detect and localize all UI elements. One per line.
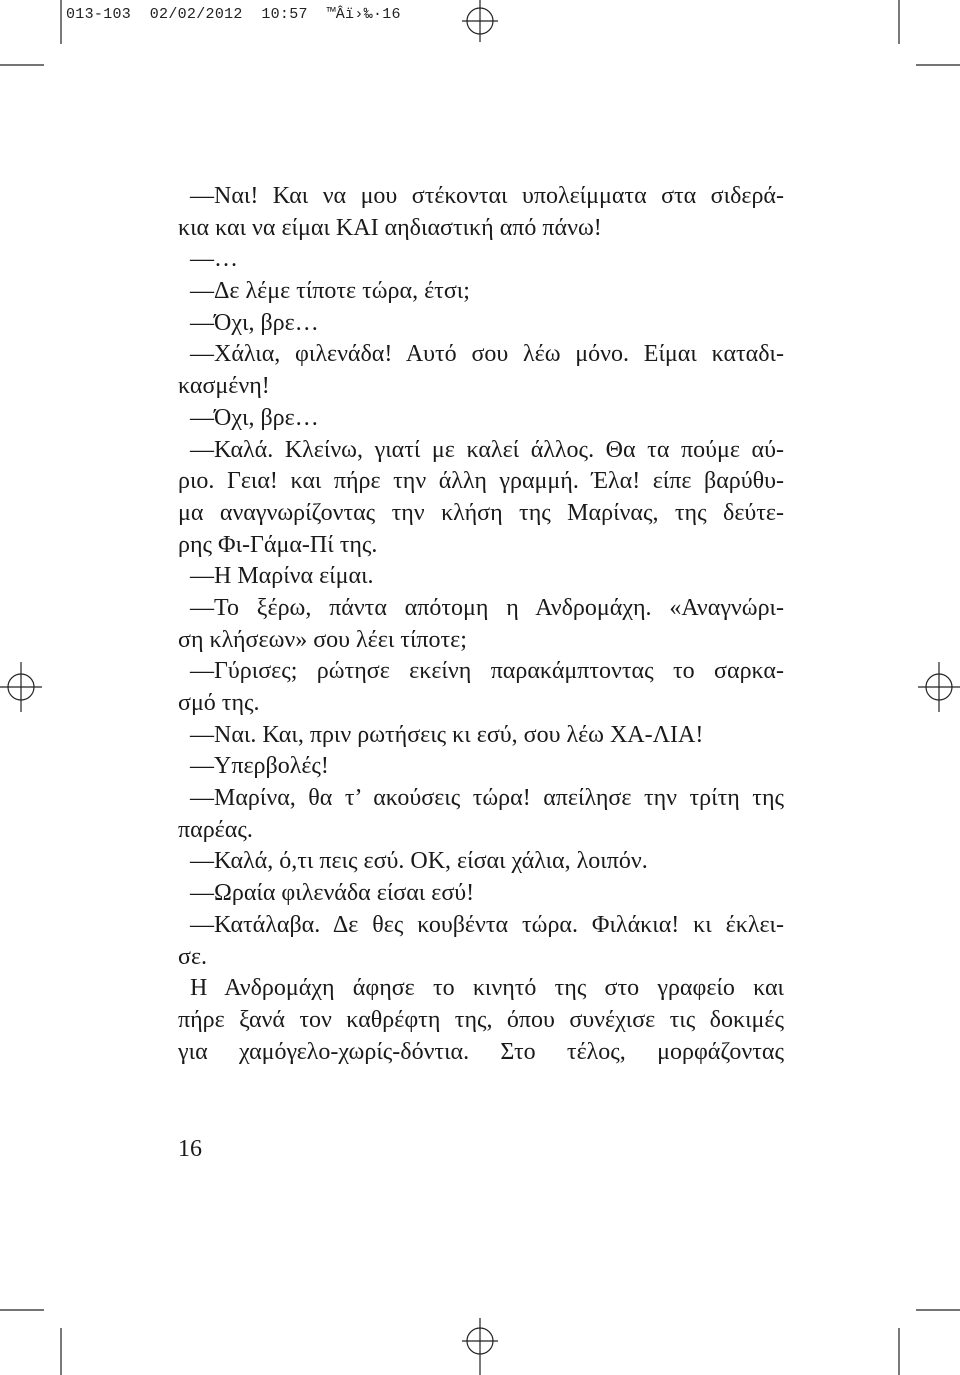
text-line: —Ναι. Και, πριν ρωτήσεις κι εσύ, σου λέω ΧΑ-ΛΙΑ! <box>190 721 704 748</box>
text-line: —Κατάλαβα. Δε θες κουβέντα τώρα. Φιλάκια! κι έκλει- <box>190 911 784 938</box>
text-line: —Υπερβολές! <box>190 753 329 780</box>
corner-crop-mark-bottom-right <box>899 1310 960 1375</box>
text-line: ριο. Γεια! και πήρε την άλλη γραμμή. Έλα! είπε βαρύθυ- <box>178 468 784 495</box>
text-line: —Όχι, βρε… <box>190 404 319 431</box>
registration-mark-left <box>0 662 42 712</box>
text-line: —… <box>190 246 238 273</box>
text-line: ρης Φι-Γάμα-Πί της. <box>178 531 378 558</box>
text-line: —Γύρισες; ρώτησε εκείνη παρακάμπτοντας το σαρκα- <box>190 658 784 685</box>
text-line: —Ναι! Και να μου στέκονται υπολείμματα στα σιδερά- <box>190 183 784 209</box>
text-line: —Μαρίνα, θα τ’ ακούσεις τώρα! απείλησε την τρίτη της <box>190 785 784 812</box>
text-line: —Όχι, βρε… <box>190 309 319 336</box>
text-line: —Το ξέρω, πάντα απότομη η Ανδρομάχη. «Αναγνώρι- <box>190 594 784 621</box>
print-slug-text: 013-103 02/02/2012 10:57 ™Âï›‰·16 <box>66 6 401 23</box>
registration-mark-bottom <box>462 1318 498 1375</box>
registration-mark-right <box>918 662 960 712</box>
text-line: σε. <box>178 943 208 970</box>
text-line: —Χάλια, φιλενάδα! Αυτό σου λέω μόνο. Είμαι καταδι- <box>190 341 784 368</box>
text-line: για χαμόγελο-χωρίς-δόντια. Στο τέλος, μορφάζοντας <box>178 1038 784 1065</box>
corner-crop-mark-bottom-left <box>0 1310 61 1375</box>
text-line: κια και να είμαι ΚΑΙ αηδιαστική από πάνω! <box>178 214 602 241</box>
text-line: —Καλά. Κλείνω, γιατί με καλεί άλλος. Θα τα πούμε αύ- <box>190 436 784 463</box>
text-line: ση κλήσεων» σου λέει τίποτε; <box>178 626 467 653</box>
text-line: σμό της. <box>178 690 260 716</box>
text-line: μα αναγνωρίζοντας την κλήση της Μαρίνας, της δεύτε- <box>178 499 784 526</box>
text-line: —Δε λέμε τίποτε τώρα, έτσι; <box>190 278 470 305</box>
text-line: —Ωραία φιλενάδα είσαι εσύ! <box>190 880 475 907</box>
text-line: Η Ανδρομάχη άφησε το κινητό της στο γραφείο και <box>190 975 784 1002</box>
print-slug-header <box>0 0 960 30</box>
text-line: —Η Μαρίνα είμαι. <box>190 563 374 590</box>
text-line: πήρε ξανά τον καθρέφτη της, όπου συνέχισε τις δοκιμές <box>178 1006 784 1033</box>
body-text <box>178 181 784 1068</box>
text-line: κασμένη! <box>178 373 270 400</box>
text-line: —Καλά, ό,τι πεις εσύ. ΟΚ, είσαι χάλια, λοιπόν. <box>190 848 648 875</box>
text-line: παρέας. <box>178 816 253 843</box>
page-number: 16 <box>178 1136 202 1162</box>
